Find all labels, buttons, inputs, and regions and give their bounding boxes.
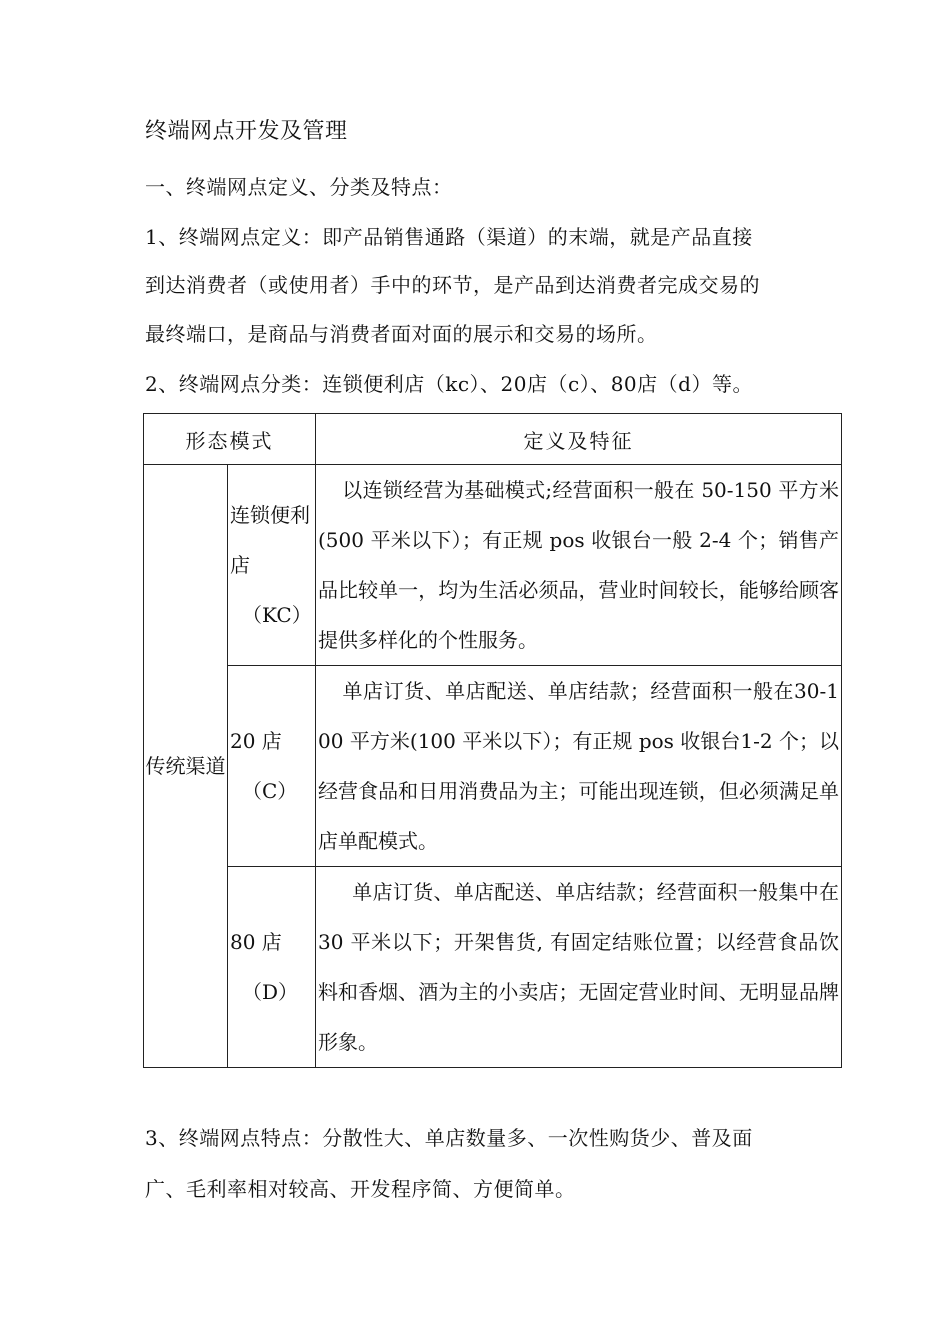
store-type-code: （C） [242, 779, 298, 803]
store-description-cell [316, 465, 842, 666]
store-type-code: （D） [242, 980, 299, 1004]
features-line-2: 广、毛利率相对较高、开发程序简、方便简单。 [145, 1177, 576, 1201]
store-description-cell [316, 867, 842, 1068]
store-description: 单店订货、单店配送、单店结款；经营面积一般集中在 30 平米以下；开架售货, 有固定结账位置；以经营食品饮料和香烟、酒为主的小卖店；无固定营业时间、无明显品牌形象。 [318, 880, 839, 1054]
channel-cell: 传统渠道 [144, 465, 228, 1068]
classification-line: 2、终端网点分类：连锁便利店（kc）、20店（c）、80店（d）等。 [145, 372, 753, 396]
store-description: 以连锁经营为基础模式;经营面积一般在 50-150 平方米(500 平米以下）；有正规 pos 收银台一般 2-4 个；销售产品比较单一，均为生活必须品，营业时间较长，能够给顾客提供多样化的个性服务。 [318, 478, 839, 652]
table-row [144, 465, 842, 666]
store-description: 单店订货、单店配送、单店结款；经营面积一般在30-100 平方米(100 平米以下）；有正规 pos 收银台1-2 个；以经营食品和日用消费品为主；可能出现连锁，但必须满足单店单配模式。 [318, 679, 839, 853]
store-type-cell [228, 465, 316, 666]
store-type-name: 80 店 [230, 930, 282, 954]
document-title: 终端网点开发及管理 [145, 119, 348, 144]
header-form-mode: 形态模式 [144, 414, 316, 465]
table-header-row [144, 414, 842, 465]
features-line-1: 3、终端网点特点：分散性大、单店数量多、一次性购货少、普及面 [145, 1126, 753, 1150]
table-row [144, 867, 842, 1068]
definition-line-3: 最终端口，是商品与消费者面对面的展示和交易的场所。 [145, 322, 658, 346]
table-row [144, 666, 842, 867]
store-type-cell [228, 867, 316, 1068]
section-heading: 一、终端网点定义、分类及特点： [145, 175, 453, 199]
definition-line-2: 到达消费者（或使用者）手中的环节，是产品到达消费者完成交易的 [145, 273, 760, 297]
store-type-name: 20 店 [230, 729, 282, 753]
store-type-cell [228, 666, 316, 867]
outlet-type-table [143, 413, 842, 1068]
store-type-name: 连锁便利店 [230, 503, 310, 577]
store-description-cell [316, 666, 842, 867]
store-type-code: （KC） [242, 603, 312, 627]
definition-line-1: 1、终端网点定义：即产品销售通路（渠道）的末端，就是产品直接 [145, 225, 753, 249]
header-definition: 定义及特征 [316, 414, 842, 465]
